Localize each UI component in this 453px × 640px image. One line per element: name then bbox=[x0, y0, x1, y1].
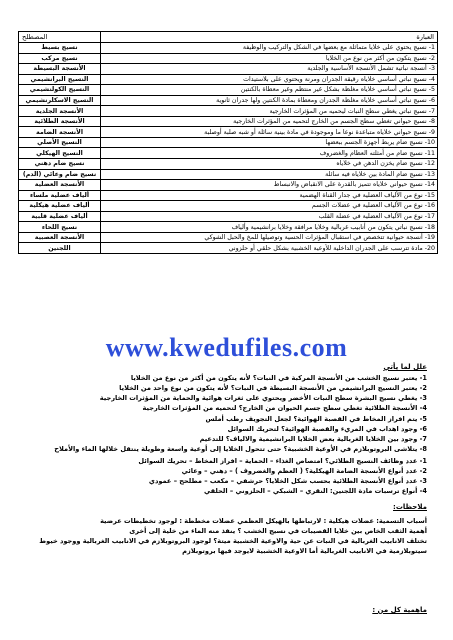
header-term: المصطلح bbox=[19, 32, 101, 43]
table-row bbox=[19, 232, 438, 243]
term-cell: ألياف عضلية ملساء bbox=[19, 190, 101, 201]
note-line: تختلف الانابيب الغربالية في النبات عن حية والاوعية الخشبية ميتة؟ لوجود البروتوبلازم في الانابيب الغربالية ووجود خيوط bbox=[39, 537, 427, 546]
phrase-cell: 10- نسيج ضام يربط أجهزة الجسم ببعضها bbox=[101, 137, 438, 148]
table-row bbox=[19, 74, 438, 85]
notes-heading: ملاحظات: bbox=[393, 503, 427, 511]
table-row bbox=[19, 53, 438, 64]
table-row bbox=[19, 137, 438, 148]
count-line: 2- عدد أنواع الأنسجة الضامة الهيكلية؟ ( العظم والغضروف ) – دهني – وعائي bbox=[181, 467, 427, 476]
notes-list bbox=[17, 516, 427, 557]
term-cell: نسيج مركب bbox=[19, 53, 101, 64]
phrase-cell: 16- نوع من الألياف العضلية في عضلات الجسم bbox=[101, 201, 438, 212]
table-row bbox=[19, 180, 438, 191]
table-row bbox=[19, 159, 438, 170]
term-cell: الأنسجة البسيطة bbox=[19, 64, 101, 75]
term-cell: نسيج اللحاء bbox=[19, 222, 101, 233]
note-line: أهمية الثقب الخاص بين خلايا القصيبات في نسيج الخشب ؟ ينفذ منه الماء من خلية إلى أخرى bbox=[129, 527, 427, 536]
reason-line: 8- يتلاشى البروتوبلازم في الأوعية الخشبية؟ حتى تتحول الخلايا إلى أوعية واسعة وطويلة ينتقل خلالها الماء والأملاح bbox=[54, 445, 427, 454]
phrase-cell: 19- أنسجة حيوانية تتخصص في استقبال المؤثرات الحسية وتوصيلها للمخ والحبل الشوكي bbox=[101, 232, 438, 243]
term-cell: الأنسجة العضلية bbox=[19, 180, 101, 191]
table-header-row bbox=[19, 32, 438, 43]
term-cell: النسيج البرانشيمي bbox=[19, 74, 101, 85]
table-row bbox=[19, 211, 438, 222]
count-line: 1- عدد وظائف النسيج الطلائي؟ امتصاص الغذاء – الحماية – افراز المخاط – تحريك السوائل bbox=[138, 457, 427, 465]
reason-line: 5- يتم افراز المخاط في القصبة الهوائية؟ لجعل التجويف رطب أملس bbox=[205, 414, 427, 423]
reason-line: 1- يعتبر نسيج الخشب من الأنسجة المركبة في النبات؟ لأنه يتكون من أكثر من نوع من الخلايا bbox=[130, 374, 427, 382]
table-row bbox=[19, 106, 438, 117]
reason-line: 7- وجود بين الخلايا الغربالية بعض الخلايا البرانشيمية والالياف؟ للتدعيم bbox=[199, 434, 427, 443]
phrase-cell: 17- نوع من الألياف العضلية في عضلة القلب bbox=[101, 211, 438, 222]
phrase-cell: 1- نسيج يحتوي على خلايا متماثلة مع بعضها في الشكل والتركيب والوظيفة bbox=[101, 43, 438, 54]
reasons-list bbox=[17, 373, 427, 454]
term-cell: نسيج ضام دهني bbox=[19, 159, 101, 170]
count-line: 3- عدد أنواع الأنسجة الطلائية بحسب شكل الخلايا؟ حرشفي – مكعب – مطلحح – عمودي bbox=[148, 477, 427, 486]
phrase-cell: 3- أنسجة نباتية تشمل الأنسجة الأساسية والجلدية bbox=[101, 64, 438, 75]
term-cell: نسيج ضام وعائي (الدم) bbox=[19, 169, 101, 180]
phrase-cell: 9- نسيج حيواني خلاياه متباعدة نوعا ما وموجودة في مادة بينية سائلة أو شبه صلبة أوصلبة bbox=[101, 127, 438, 138]
phrase-cell: 15- نوع من الألياف العضلية في جدار القناة الهضمية bbox=[101, 190, 438, 201]
term-cell: ألياف عضلية هيكلية bbox=[19, 201, 101, 212]
phrase-cell: 7- نسيج نباتي يغطي سطح النبات ليحميه من المؤثرات الخارجية bbox=[101, 106, 438, 117]
term-cell: النسيج الاسكلرنشيمي bbox=[19, 95, 101, 106]
phrase-cell: 14- نسيج حيواني خلاياه تتميز بالقدرة على الانقباض والانبساط bbox=[101, 180, 438, 191]
table-row bbox=[19, 201, 438, 212]
table-row bbox=[19, 95, 438, 106]
count-line: 4- أنواع ترسبات مادة اللجنين: النقري – الشبكي – الحلزوني – الحلقي bbox=[203, 487, 427, 496]
table-row bbox=[19, 243, 438, 254]
table-row bbox=[19, 85, 438, 96]
term-cell: النسيج الكولنشيمي bbox=[19, 85, 101, 96]
term-cell: الأنسجة العصبية bbox=[19, 232, 101, 243]
terms-table-body bbox=[19, 43, 438, 254]
reason-line: 4- الأنسجة الطلائية تغطي سطح جسم الحيوان من الخارج؟ لتحميه من المؤثرات الخارجية bbox=[142, 404, 427, 413]
reasons-heading: علل لما يأتي bbox=[383, 363, 427, 371]
term-cell: نسيج بسيط bbox=[19, 43, 101, 54]
phrase-cell: 13- نسيج ضام المادة بين خلاياه فيه سائلة bbox=[101, 169, 438, 180]
reason-line: 2- يعتبر النسيج البرانشيمي من الأنسجة البسيطة في النبات؟ لأنه يتكون من نوع واحد من الخلايا bbox=[119, 384, 427, 393]
phrase-cell: 18- نسيج نباتي يتكون من أنابيب غربالية وخلايا مرافقة وخلايا برانشيمية وألياف bbox=[101, 222, 438, 233]
phrase-cell: 6- نسيج نباتي أساسي خلاياه مغلظة الجدران ومعطاة بمادة الكنتين ولها جدران ثانوية bbox=[101, 95, 438, 106]
term-cell: الأنسجة الضامة bbox=[19, 127, 101, 138]
term-cell: اللجنين bbox=[19, 243, 101, 254]
phrase-cell: 5- نسيج نباتي أساسي خلاياه مغلظة بشكل غير منتظم وغير معطاة بالكنتين bbox=[101, 85, 438, 96]
table-row bbox=[19, 222, 438, 233]
watermark-url: www.kwedufiles.com bbox=[105, 333, 348, 362]
term-cell: الأنسجة الطلائية bbox=[19, 116, 101, 127]
phrase-cell: 2- نسيج يتكون من أكثر من نوع من الخلايا bbox=[101, 53, 438, 64]
table-row bbox=[19, 43, 438, 54]
phrase-cell: 20- مادة تترسب على الجدران الداخلية للأوعية الخشبية بشكل حلقي أو حلزوني bbox=[101, 243, 438, 254]
term-cell: الأنسجة الجلدية bbox=[19, 106, 101, 117]
table-row bbox=[19, 148, 438, 159]
term-cell: ألياف عضلية قلبية bbox=[19, 211, 101, 222]
importance-heading: ماهمية كل من : bbox=[372, 606, 427, 614]
note-line: أسباب التسمية: عضلات هيكلية : لارتباطها بالهيكل العظمي عضلات مخططة : لوجود تخطيطات عرضية bbox=[100, 517, 427, 525]
reason-line: 6- وجود اهداب في المريء والقصبة الهوائية؟ لتحريك السوائل bbox=[227, 424, 427, 433]
phrase-cell: 4- نسيج نباتي أساسي خلاياه رقيقة الجدران ومرنة ويحتوي على بلاستيدات bbox=[101, 74, 438, 85]
phrase-cell: 12- نسيج ضام يخزن الدهن في خلاياه bbox=[101, 159, 438, 170]
phrase-cell: 11- نسيج ضام من أمثلته العظام والغضروف bbox=[101, 148, 438, 159]
header-phrase: العبارة bbox=[101, 32, 438, 43]
reason-line: 3- يغطي نسيج البشرة سطح النبات الأخضر ويحتوي على ثغرات هوائية والحماية من المؤثرات الخارجية bbox=[99, 394, 427, 403]
term-cell: النسيج الهيكلي bbox=[19, 148, 101, 159]
table-row bbox=[19, 169, 438, 180]
note-line: سيتوبلازمية في الانابيب الغربالية أما الاوعية الخشبية لايوجد فيها بروتوبلازم bbox=[182, 547, 427, 556]
term-cell: النسيج الأصلي bbox=[19, 137, 101, 148]
table-row bbox=[19, 116, 438, 127]
table-row bbox=[19, 64, 438, 75]
table-row bbox=[19, 127, 438, 138]
terms-table bbox=[18, 31, 438, 254]
table-row bbox=[19, 190, 438, 201]
phrase-cell: 8- نسيج حيواني تغطي سطح الجسم من الخارج لتحميه من المؤثرات الخارجية bbox=[101, 116, 438, 127]
count-list bbox=[17, 456, 427, 497]
